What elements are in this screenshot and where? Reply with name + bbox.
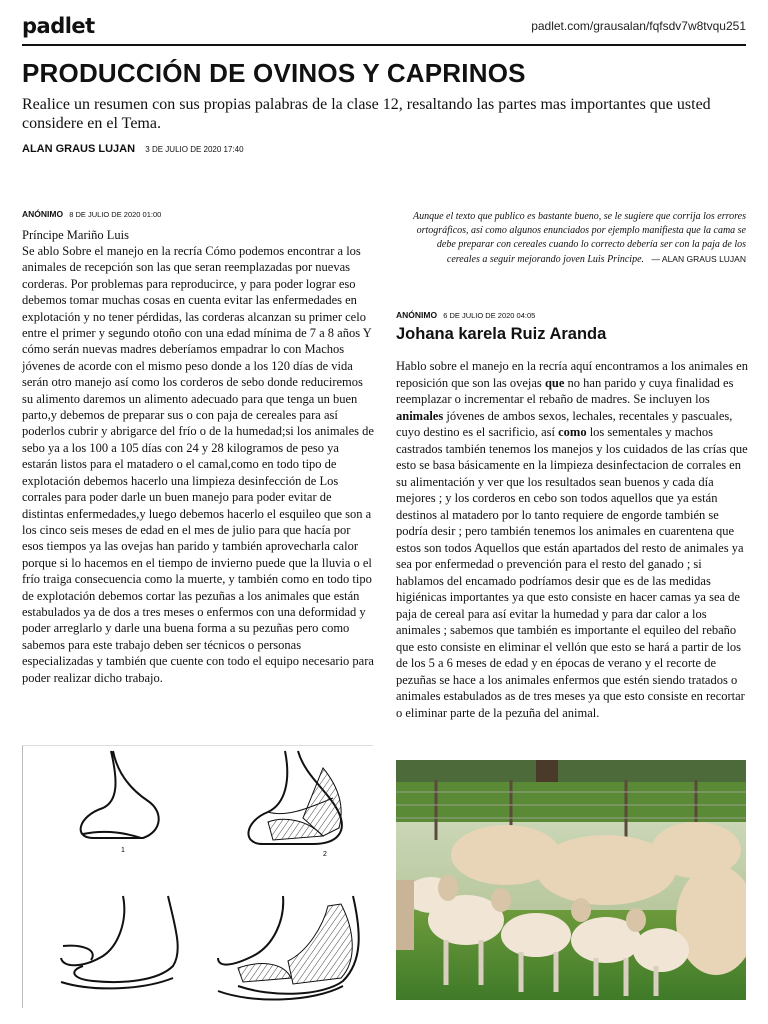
comment-text: Aunque el texto que publico es bastante bueno, se le sugiere que corrija los errores ortográficos, así como algunos enunciados por ejemplo manifiesta que la cama se debe preparar con cereales cuando lo correcto debería ser con la paja de los cereales a seguir mejorando joven Luis Principe.	[413, 211, 746, 265]
comment	[410, 210, 746, 267]
bold-word: animales	[396, 408, 444, 423]
body-text: no han parido y cuya finalidad es reemplazar o incrementar el rebaño de madres. Se incluyen los	[396, 375, 734, 406]
comment-author: — ALAN GRAUS LUJAN	[651, 254, 746, 264]
board-author: ALAN GRAUS LUJAN	[22, 143, 136, 155]
post-card	[22, 209, 374, 686]
board-url[interactable]: padlet.com/grausalan/fqfsdv7w8tvqu251	[531, 19, 746, 33]
diagram-number: 2	[323, 851, 327, 858]
post-date: 8 DE JULIO DE 2020 01:00	[69, 210, 162, 219]
bold-word: que	[544, 375, 565, 390]
board-title: PRODUCCIÓN DE OVINOS Y CAPRINOS	[22, 58, 526, 88]
post-meta	[22, 209, 374, 219]
post-date: 6 DE JULIO DE 2020 04:05	[443, 311, 536, 320]
header-divider	[22, 44, 746, 46]
board-date: 3 DE JULIO DE 2020 17:40	[145, 145, 244, 154]
hoof-diagram-image[interactable]	[22, 745, 373, 1008]
sheep-photo[interactable]	[396, 760, 746, 1000]
padlet-logo[interactable]: padlet	[22, 14, 95, 38]
body-text: jóvenes de ambos sexos, lechales, recentales y pascuales, cuyo destino es el sacrificio, así	[396, 408, 733, 439]
bold-word: como	[558, 425, 587, 439]
post-author: ANÓNIMO	[22, 209, 64, 219]
top-bar	[22, 12, 746, 44]
board-meta	[22, 143, 244, 155]
post-signature: Príncipe Mariño Luis	[22, 228, 129, 242]
post-body: Se ablo Sobre el manejo en la recría Cómo podemos encontrar a los animales de recepción son las que seran reemplazadas por nuevas corderas. Por problemas para reproducirce, y para poder lograr eso debemos tomar muchas cosas en cuenta evitar las enfermedades en explotación y no tener pérdidas, las corderas alcanzan su primer celo entre el primer y segundo otoño con una edad mínima de 7 a 8 años Y cómo serán nuevas madres deberíamos empadrar lo con Machos jóvenes de acorde con el mismo peso donde a los 120 días de vida serán otro manejo así como los corderos de sebo donde reduciremos su alimento daremos un alimento adecuado para que tenga un buen parto,y debemos de preparar sus o con paja de cereales para así poderlos cubrir y abrigarce del frío o de la humedad;si los animales de sebo ya a los 100 a 105 días con 24 y 28 kilogramos de peso ya estarán listos para el matadero o el camal,como en todo tipo de explotación debemos hacerlo una limpieza desinfección de Los corrales para poder darle un buen manejo para poder evitar de distintas enfermedades,y luego debemos hacerlo el esquileo que son a los cinco seis meses de edad en el mes de julio para que hacía por esos tiempos ya las ovejas han parido y también aprovecharla calor porque si lo hacemos en el tiempo de invierno puede que la lluvia o el frío traiga consecuencia como la muerte, y también como en todo tipo de explotación debemos cortar las pezuñas a los animales que están estabulados ya de dos a tres meses o enfermos con una deformidad y poder arreglarlo y darle una buena forma a su pezuñas pero como sabemos para este trabajo deben ser técnicos o personas especializadas y también que cuente con todo el equipo necesario para poder realizar dicho trabajo.	[22, 244, 374, 685]
diagram-number: 1	[121, 847, 125, 854]
board-description: Realice un resumen con sus propias palabras de la clase 12, resaltando las partes mas importantes que usted considere en el Tema.	[22, 96, 711, 132]
body-text: Hablo sobre el manejo en la recría aquí encontramos a los animales en reposición que son las ovejas	[396, 359, 748, 390]
body-text: los sementales y machos castrados también tenemos los manejos y los cuidados de las crías que esto se basa básicamente en la limpieza desinfectacion de corrales en su alimentación y ver que los resultados sean buenos y cada día mejores ; y los corderos en cebo son todos aquellos que ya están destinos al matadero por lo tanto requiere de engorde también se podría desir ; pero también tenemos los animales en cuarentena que estos son todos Aquellos que están apartados del resto de animales ya sea por enfermedad o prevención para el resto del ganado ; si hablamos del encamado podríamos desir que es de las medidas higiénicas importantes ya que esto consiste en hacer camas ya sea de paja de cereal para así evitar la humedad y para dar calor a los animales ; sabemos que también es importante el equileo del rebaño que esto consiste en eliminar el vellón que esto se hará a partir de los de los 5 a 6 meses de edad y en épocas de verano y el recorte de pezuñas se hace a los animales enfermos que estén siendo tratados o animales estabulados as de tres meses ya que esto consiste en recortar o eliminar parte de la pezuña del animal.	[396, 425, 748, 720]
post-title: Johana karela Ruiz Aranda	[396, 325, 607, 343]
post-meta	[396, 310, 748, 320]
post-body	[396, 358, 748, 721]
post-author: ANÓNIMO	[396, 310, 438, 320]
post-card	[396, 310, 748, 721]
